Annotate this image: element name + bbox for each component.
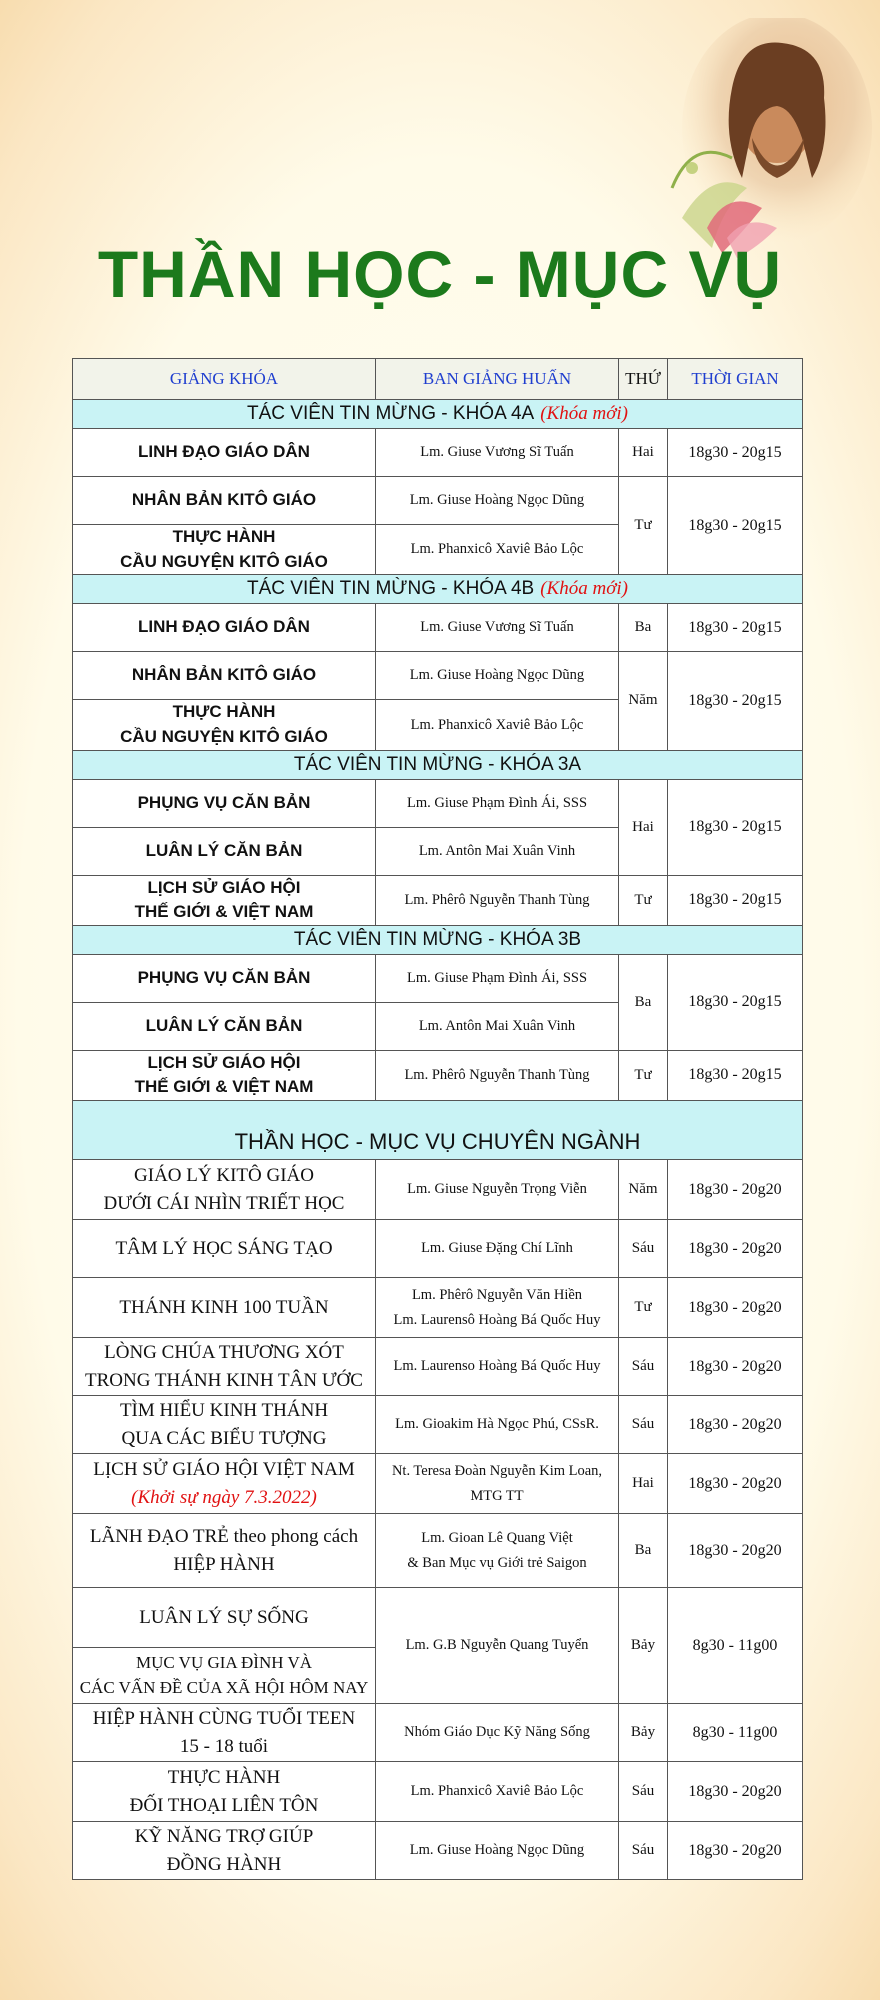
time: 18g30 - 20g15 xyxy=(668,1050,803,1100)
day: Sáu xyxy=(619,1338,668,1396)
day: Bảy xyxy=(619,1704,668,1762)
table-row xyxy=(73,429,803,477)
lecturer: Lm. Giuse Phạm Đình Ái, SSS xyxy=(376,954,619,1002)
course-name: LÒNG CHÚA THƯƠNG XÓT TRONG THÁNH KINH TÂN ƯỚC xyxy=(73,1338,376,1396)
day: Ba xyxy=(619,954,668,1050)
lecturer: Lm. Gioakim Hà Ngọc Phú, CSsR. xyxy=(376,1396,619,1454)
lecturer: Lm. Gioan Lê Quang Việt & Ban Mục vụ Giới trẻ Saigon xyxy=(376,1514,619,1588)
section-title: TÁC VIÊN TIN MỪNG - KHÓA 3B xyxy=(73,925,803,954)
time: 18g30 - 20g20 xyxy=(668,1220,803,1278)
lecturer: Lm. Laurenso Hoàng Bá Quốc Huy xyxy=(376,1338,619,1396)
table-row xyxy=(73,875,803,925)
time: 18g30 - 20g15 xyxy=(668,954,803,1050)
time: 8g30 - 11g00 xyxy=(668,1588,803,1704)
day: Bảy xyxy=(619,1588,668,1704)
time: 18g30 - 20g20 xyxy=(668,1822,803,1880)
course-name: THỰC HÀNH ĐỐI THOẠI LIÊN TÔN xyxy=(73,1762,376,1822)
table-row xyxy=(73,1220,803,1278)
lecturer: Lm. Giuse Hoàng Ngọc Dũng xyxy=(376,652,619,700)
course-name: LỊCH SỬ GIÁO HỘI THẾ GIỚI & VIỆT NAM xyxy=(73,1050,376,1100)
day: Sáu xyxy=(619,1220,668,1278)
table-row xyxy=(73,652,803,700)
header-course: GIẢNG KHÓA xyxy=(73,359,376,400)
table-row xyxy=(73,1160,803,1220)
lecturer: Nt. Teresa Đoàn Nguyễn Kim Loan, MTG TT xyxy=(376,1454,619,1514)
time: 18g30 - 20g20 xyxy=(668,1160,803,1220)
day: Sáu xyxy=(619,1396,668,1454)
course-name: GIÁO LÝ KITÔ GIÁO DƯỚI CÁI NHÌN TRIẾT HỌC xyxy=(73,1160,376,1220)
time: 18g30 - 20g15 xyxy=(668,429,803,477)
time: 18g30 - 20g15 xyxy=(668,477,803,575)
day: Tư xyxy=(619,875,668,925)
day: Năm xyxy=(619,652,668,750)
section-title: TÁC VIÊN TIN MỪNG - KHÓA 3A xyxy=(73,750,803,779)
course-name: LỊCH SỬ GIÁO HỘI VIỆT NAM (Khởi sự ngày 7.3.2022) xyxy=(73,1454,376,1514)
day: Hai xyxy=(619,429,668,477)
table-row xyxy=(73,779,803,827)
section-row xyxy=(73,1101,803,1160)
time: 18g30 - 20g20 xyxy=(668,1396,803,1454)
course-name: THỰC HÀNH CẦU NGUYỆN KITÔ GIÁO xyxy=(73,700,376,750)
jesus-portrait-image xyxy=(652,18,872,258)
time: 18g30 - 20g15 xyxy=(668,875,803,925)
time: 18g30 - 20g20 xyxy=(668,1514,803,1588)
lecturer: Lm. Phanxicô Xaviê Bảo Lộc xyxy=(376,700,619,750)
course-name: THÁNH KINH 100 TUẦN xyxy=(73,1278,376,1338)
time: 18g30 - 20g15 xyxy=(668,604,803,652)
course-name: LÃNH ĐẠO TRẺ theo phong cách HIỆP HÀNH xyxy=(73,1514,376,1588)
table-row xyxy=(73,1050,803,1100)
course-name: LINH ĐẠO GIÁO DÂN xyxy=(73,429,376,477)
start-date-note: (Khởi sự ngày 7.3.2022) xyxy=(131,1486,317,1508)
day: Sáu xyxy=(619,1762,668,1822)
new-course-note: (Khóa mới) xyxy=(540,578,628,600)
course-name: TÂM LÝ HỌC SÁNG TẠO xyxy=(73,1220,376,1278)
new-course-note: (Khóa mới) xyxy=(540,403,628,424)
lecturer: Lm. Phêrô Nguyễn Thanh Tùng xyxy=(376,875,619,925)
day: Ba xyxy=(619,604,668,652)
table-row xyxy=(73,1396,803,1454)
time: 8g30 - 11g00 xyxy=(668,1704,803,1762)
course-name: PHỤNG VỤ CĂN BẢN xyxy=(73,954,376,1002)
lecturer: Lm. Giuse Vương Sĩ Tuấn xyxy=(376,429,619,477)
section-row xyxy=(73,575,803,604)
day: Sáu xyxy=(619,1822,668,1880)
lecturer: Lm. Giuse Vương Sĩ Tuấn xyxy=(376,604,619,652)
header-lecturers: BAN GIẢNG HUẤN xyxy=(376,359,619,400)
section-row xyxy=(73,925,803,954)
lecturer: Lm. Phêrô Nguyễn Văn Hiền Lm. Laurensô Hoàng Bá Quốc Huy xyxy=(376,1278,619,1338)
course-name: LUÂN LÝ CĂN BẢN xyxy=(73,1002,376,1050)
lecturer: Lm. Phanxicô Xaviê Bảo Lộc xyxy=(376,1762,619,1822)
course-name: LUÂN LÝ SỰ SỐNG xyxy=(73,1588,376,1648)
table-row xyxy=(73,1762,803,1822)
table-row xyxy=(73,954,803,1002)
day: Tư xyxy=(619,1278,668,1338)
table-header-row xyxy=(73,359,803,400)
table-row xyxy=(73,1588,803,1648)
course-name: MỤC VỤ GIA ĐÌNH VÀ CÁC VẤN ĐỀ CỦA XÃ HỘI HÔM NAY xyxy=(73,1648,376,1704)
table-row xyxy=(73,1338,803,1396)
course-name: PHỤNG VỤ CĂN BẢN xyxy=(73,779,376,827)
lecturer: Lm. Giuse Hoàng Ngọc Dũng xyxy=(376,477,619,525)
table-row xyxy=(73,1454,803,1514)
page-title: THẦN HỌC - MỤC VỤ xyxy=(97,237,783,311)
lecturer: Lm. Giuse Nguyễn Trọng Viễn xyxy=(376,1160,619,1220)
table-row xyxy=(73,477,803,525)
course-name: HIỆP HÀNH CÙNG TUỔI TEEN 15 - 18 tuổi xyxy=(73,1704,376,1762)
course-name: NHÂN BẢN KITÔ GIÁO xyxy=(73,652,376,700)
lecturer: Lm. Phanxicô Xaviê Bảo Lộc xyxy=(376,525,619,575)
lecturer: Nhóm Giáo Dục Kỹ Năng Sống xyxy=(376,1704,619,1762)
time: 18g30 - 20g20 xyxy=(668,1454,803,1514)
section-title: TÁC VIÊN TIN MỪNG - KHÓA 4B xyxy=(247,578,535,600)
lecturer: Lm. Phêrô Nguyễn Thanh Tùng xyxy=(376,1050,619,1100)
day: Tư xyxy=(619,1050,668,1100)
lecturer: Lm. G.B Nguyễn Quang Tuyển xyxy=(376,1588,619,1704)
section-title: THẦN HỌC - MỤC VỤ CHUYÊN NGÀNH xyxy=(73,1101,803,1160)
course-name: TÌM HIỂU KINH THÁNH QUA CÁC BIỂU TƯỢNG xyxy=(73,1396,376,1454)
table-row xyxy=(73,1514,803,1588)
table-row xyxy=(73,1704,803,1762)
lecturer: Lm. Giuse Phạm Đình Ái, SSS xyxy=(376,779,619,827)
section-title: TÁC VIÊN TIN MỪNG - KHÓA 4A xyxy=(247,403,535,424)
day: Năm xyxy=(619,1160,668,1220)
course-name: KỸ NĂNG TRỢ GIÚP ĐỒNG HÀNH xyxy=(73,1822,376,1880)
day: Hai xyxy=(619,779,668,875)
lecturer: Lm. Antôn Mai Xuân Vinh xyxy=(376,1002,619,1050)
table-row xyxy=(73,604,803,652)
schedule-table xyxy=(72,358,803,1880)
course-name: LỊCH SỬ GIÁO HỘI THẾ GIỚI & VIỆT NAM xyxy=(73,875,376,925)
course-name: THỰC HÀNH CẦU NGUYỆN KITÔ GIÁO xyxy=(73,525,376,575)
table-row xyxy=(73,1278,803,1338)
lecturer: Lm. Giuse Đặng Chí Lĩnh xyxy=(376,1220,619,1278)
time: 18g30 - 20g20 xyxy=(668,1338,803,1396)
day: Hai xyxy=(619,1454,668,1514)
time: 18g30 - 20g15 xyxy=(668,779,803,875)
table-row xyxy=(73,1822,803,1880)
lecturer: Lm. Antôn Mai Xuân Vinh xyxy=(376,827,619,875)
lecturer: Lm. Giuse Hoàng Ngọc Dũng xyxy=(376,1822,619,1880)
course-name: NHÂN BẢN KITÔ GIÁO xyxy=(73,477,376,525)
time: 18g30 - 20g15 xyxy=(668,652,803,750)
header-day: THỨ xyxy=(619,359,668,400)
day: Ba xyxy=(619,1514,668,1588)
time: 18g30 - 20g20 xyxy=(668,1278,803,1338)
course-name: LINH ĐẠO GIÁO DÂN xyxy=(73,604,376,652)
course-name: LUÂN LÝ CĂN BẢN xyxy=(73,827,376,875)
header-time: THỜI GIAN xyxy=(668,359,803,400)
day: Tư xyxy=(619,477,668,575)
section-row xyxy=(73,400,803,429)
time: 18g30 - 20g20 xyxy=(668,1762,803,1822)
section-row xyxy=(73,750,803,779)
